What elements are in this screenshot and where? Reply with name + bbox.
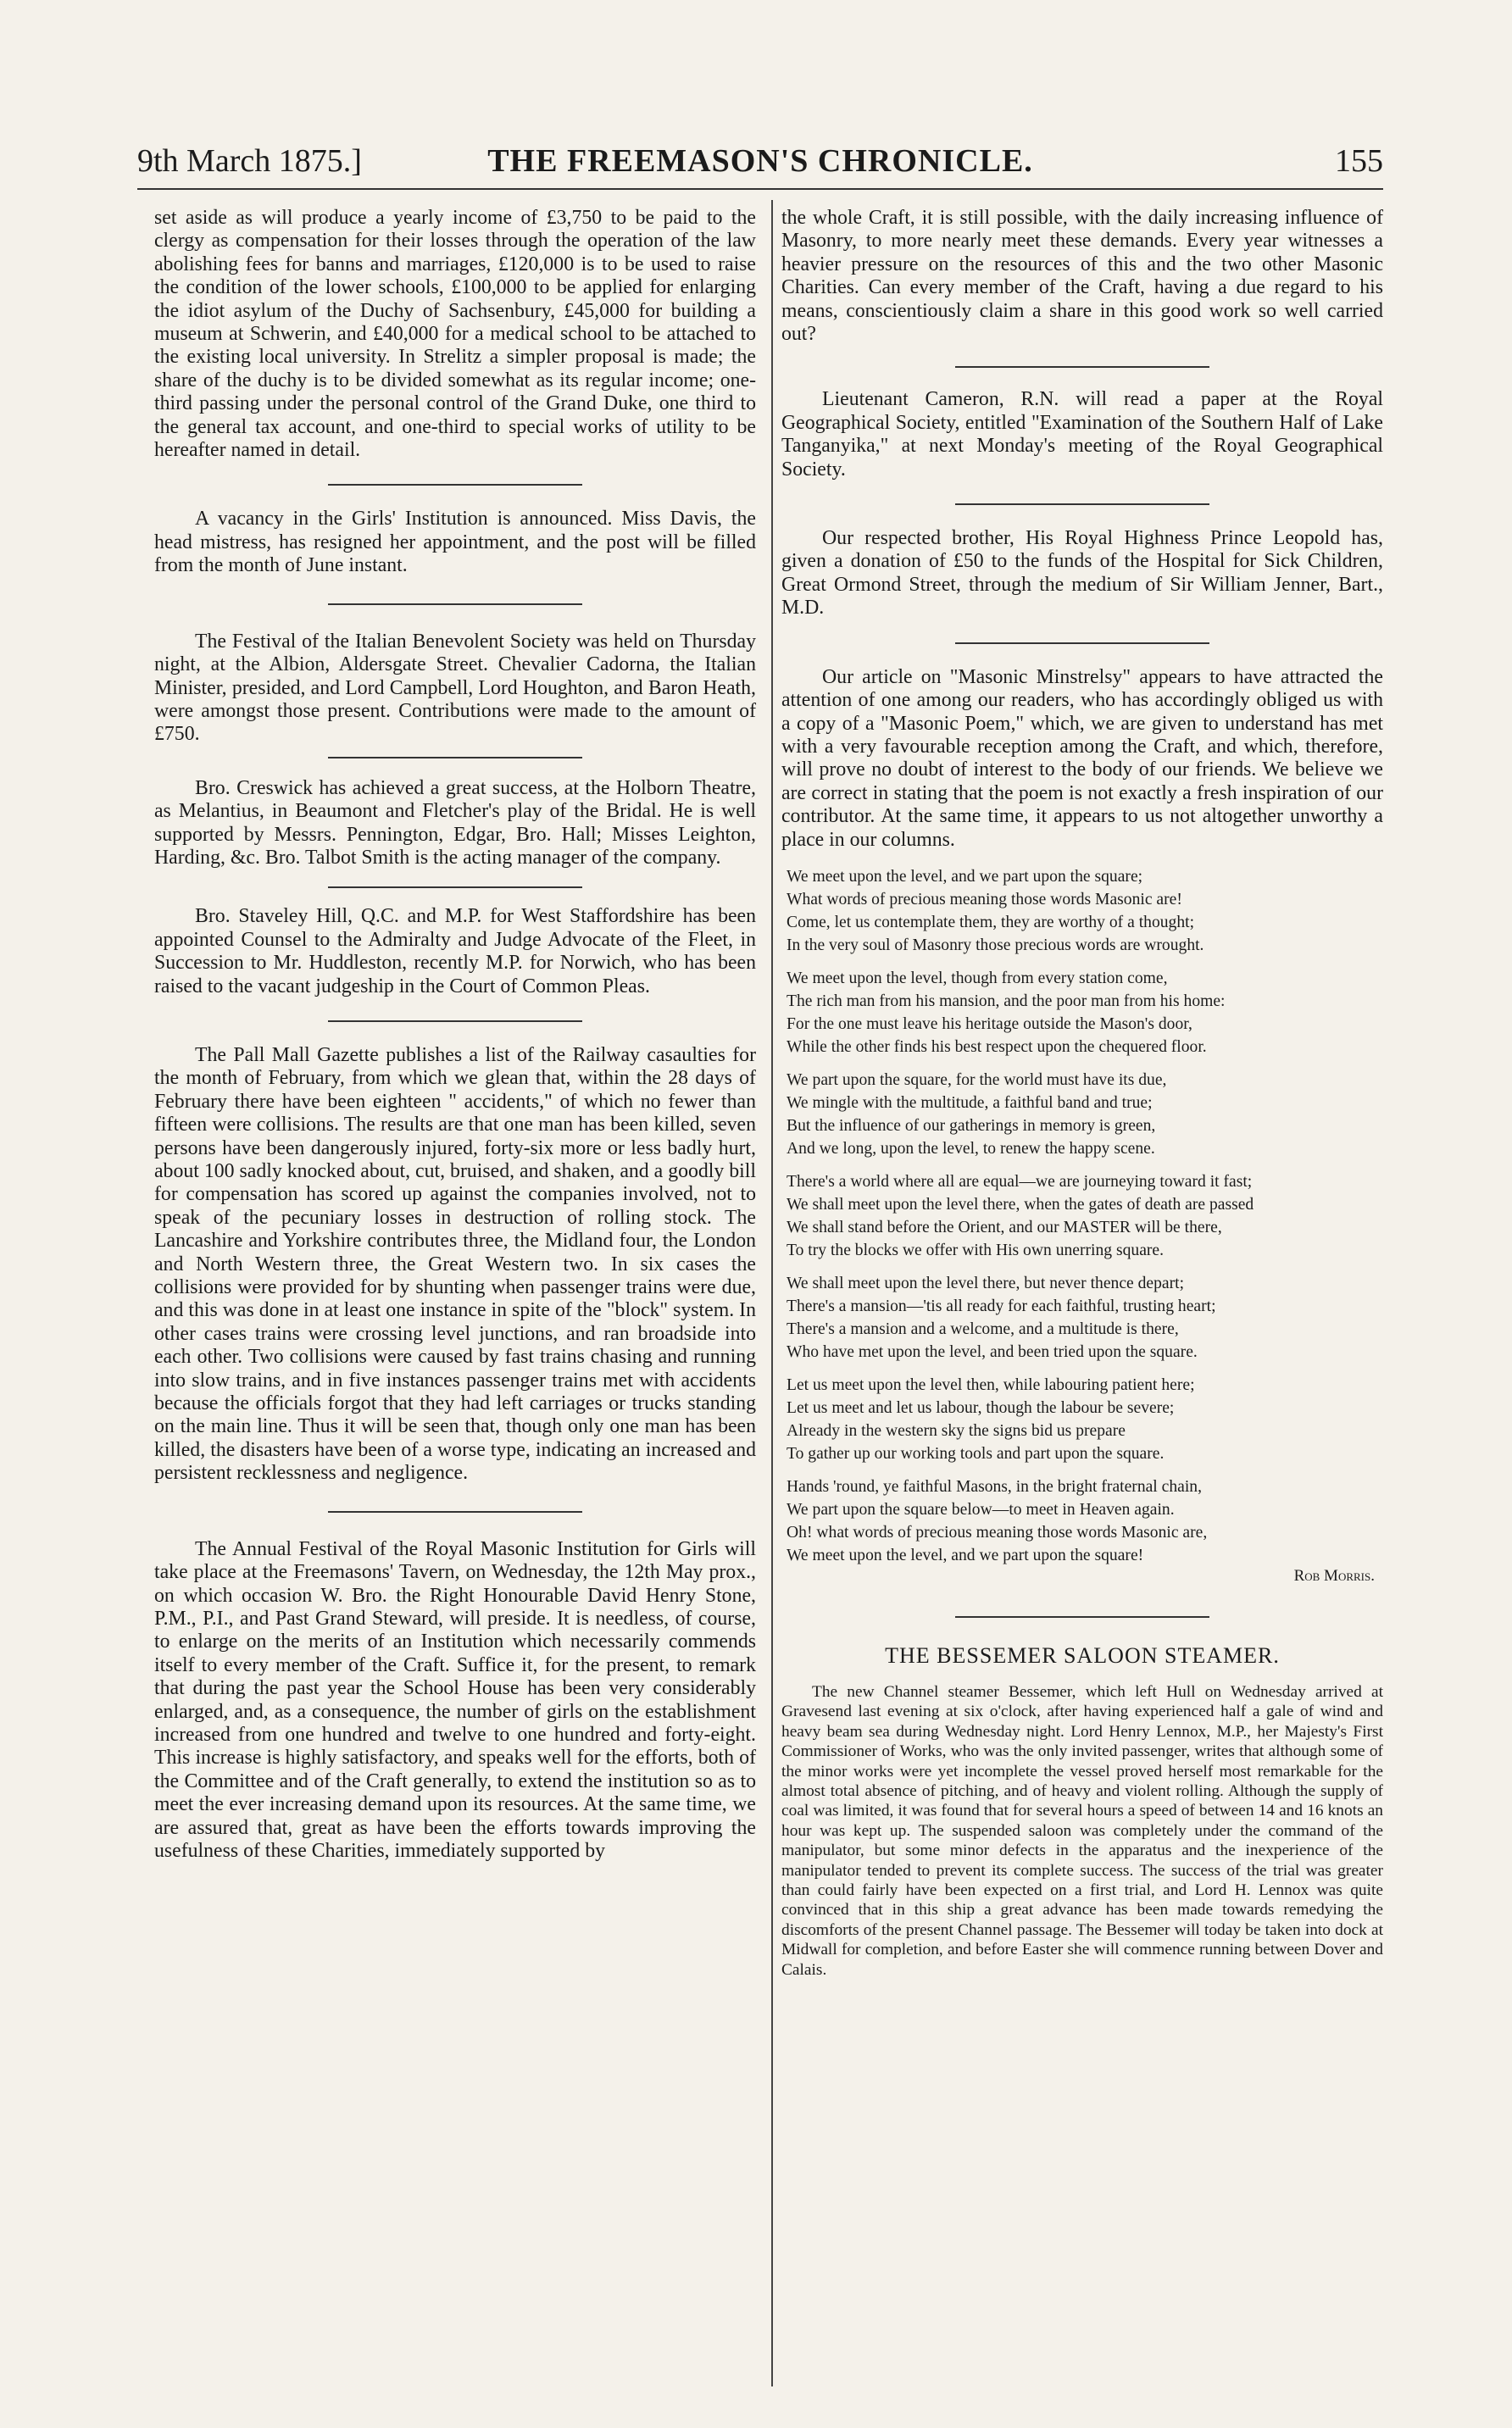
poem-line: Hands 'round, ye faithful Masons, in the bright fraternal chain, bbox=[787, 1477, 1202, 1496]
poem-line: We meet upon the level, though from every station come, bbox=[787, 969, 1168, 987]
poem-stanza bbox=[787, 1170, 1383, 1262]
article-paragraph: Our article on "Masonic Minstrelsy" appears to have attracted the attention of one among our readers, who has accordingly obliged us with a copy of a "Masonic Poem," which, we are given to understand has met with a very favourable reception among the Craft, and which, therefore, will prove no doubt of interest to the body of our friends. We believe we are correct in stating that the poem is not exactly a fresh inspiration of our contributor. At the same time, it appears to us not altogether unworthy a place in our columns. bbox=[781, 665, 1383, 851]
article-paragraph: the whole Craft, it is still possible, with the daily increasing influence of Masonry, to more nearly meet these demands. Every year witnesses a heavier pressure on the resources of this and the two other Masonic Charities. Can every member of the Craft, having a due regard to his means, conscientiously claim a share in this good work so well carried out? bbox=[781, 207, 1383, 346]
page-number: 155 bbox=[1335, 143, 1383, 179]
poem-line: We shall meet upon the level there, but never thence depart; bbox=[787, 1274, 1185, 1292]
poem-line: Already in the western sky the signs bid us prepare bbox=[787, 1421, 1126, 1440]
poem-stanza bbox=[787, 1272, 1383, 1364]
publication-title: THE FREEMASON'S CHRONICLE. bbox=[487, 143, 1033, 179]
masonic-poem bbox=[781, 865, 1383, 1567]
poem-line: We meet upon the level, and we part upon the square; bbox=[787, 867, 1143, 886]
right-column bbox=[781, 207, 1383, 1980]
article-paragraph: The Annual Festival of the Royal Masonic Institution for Girls will take place at the Freemasons' Tavern, on Wednesday, the 12th May prox., on which occasion W. Bro. the Right Honourable David Henry Stone, P.M., P.I., and Past Grand Steward, will preside. It is needless, of course, to enlarge on the merits of an Institution which necessarily commends itself to every member of the Craft. Suffice it, for the present, to remark that during the past year the School House has been very considerably enlarged, and, as a consequence, the number of girls on the establishment increased from one hundred and twelve to one hundred and forty-eight. This increase is highly satisfactory, and speaks well for the efforts, both of the Committee and of the Craft generally, to extend the institution so as to meet the ever increasing demand upon its resources. At the same time, we are assured that, great as have been the efforts towards improving the usefulness of these Charities, immediately supported by bbox=[154, 1537, 756, 1862]
poem-line: Come, let us contemplate them, they are worthy of a thought; bbox=[787, 913, 1195, 931]
poem-stanza bbox=[787, 967, 1383, 1058]
article-paragraph: The Pall Mall Gazette publishes a list of the Railway casaulties for the month of February, from which we glean that, within the 28 days of February there have been eighteen " accidents," of which no fewer than fifteen were collisions. The results are that one man has been killed, seven persons have been dangerously injured, forty-six more or less badly hurt, about 100 sadly knocked about, cut, bruised, and shaken, and a goodly bill for compensation has scored up against the companies involved, not to speak of the pecuniary losses in destruction of rolling stock. The Lancashire and Yorkshire contributes three, the Midland four, the London and North Western three, the Great Western two. In six cases the collisions were provided for by shunting when passenger trains were due, and this was done in at least one instance in spite of the "block" system. In other cases trains were crossing level junctions, and ran broadside into each other. Two collisions were caused by fast trains chasing and running into slow trains, and in five instances passenger trains met with accidents because the officials forgot that they had left carriages or trucks standing on the main line. Thus it will be seen that, though only one man has been killed, the disasters have been of a worse type, indicating an increased and persistent recklessness and negligence. bbox=[154, 1043, 756, 1485]
poem-line: And we long, upon the level, to renew the happy scene. bbox=[787, 1139, 1155, 1158]
poem-stanza bbox=[787, 865, 1383, 957]
poem-line: We shall meet upon the level there, when the gates of death are passed bbox=[787, 1195, 1254, 1214]
article-paragraph: Bro. Creswick has achieved a great success, at the Holborn Theatre, as Melantius, in Beaumont and Fletcher's play of the Bridal. He is well supported by Messrs. Pennington, Edgar, Bro. Hall; Misses Leighton, Harding, &c. Bro. Talbot Smith is the acting manager of the company. bbox=[154, 776, 756, 869]
poem-line: We meet upon the level, and we part upon the square! bbox=[787, 1546, 1144, 1564]
poem-line: In the very soul of Masonry those precious words are wrought. bbox=[787, 936, 1204, 954]
article-paragraph: Our respected brother, His Royal Highness Prince Leopold has, given a donation of £50 to the funds of the Hospital for Sick Children, Great Ormond Street, through the medium of Sir William Jenner, Bart., M.D. bbox=[781, 527, 1383, 620]
poem-line: The rich man from his mansion, and the poor man from his home: bbox=[787, 992, 1226, 1010]
column-divider bbox=[771, 200, 773, 2386]
issue-date: 9th March 1875.] bbox=[137, 143, 362, 179]
poem-line: We shall stand before the Orient, and our MASTER will be there, bbox=[787, 1218, 1222, 1236]
poem-line: To try the blocks we offer with His own unerring square. bbox=[787, 1241, 1165, 1259]
article-paragraph: Bro. Staveley Hill, Q.C. and M.P. for West Staffordshire has been appointed Counsel to the Admiralty and Judge Advocate of the Fleet, in Succession to Mr. Huddleston, recently M.P. for Norwich, who has been raised to the vacant judgeship in the Court of Common Pleas. bbox=[154, 905, 756, 997]
poem-line: We part upon the square below—to meet in Heaven again. bbox=[787, 1500, 1175, 1519]
poem-line: But the influence of our gatherings in memory is green, bbox=[787, 1116, 1156, 1135]
poem-line: To gather up our working tools and part upon the square. bbox=[787, 1444, 1165, 1463]
poem-line: There's a world where all are equal—we are journeying toward it fast; bbox=[787, 1172, 1253, 1191]
poem-stanza bbox=[787, 1475, 1383, 1567]
article-paragraph: A vacancy in the Girls' Institution is announced. Miss Davis, the head mistress, has resigned her appointment, and the post will be filled from the month of June instant. bbox=[154, 508, 756, 577]
poem-line: There's a mansion—'tis all ready for each faithful, trusting heart; bbox=[787, 1297, 1216, 1315]
article-paragraph: The Festival of the Italian Benevolent Society was held on Thursday night, at the Albion, Aldersgate Street. Chevalier Cadorna, the Italian Minister, presided, and Lord Campbell, Lord Houghton, and Baron Heath, were amongst those present. Contributions were made to the amount of £750. bbox=[154, 630, 756, 746]
poem-line: Who have met upon the level, and been tried upon the square. bbox=[787, 1342, 1198, 1361]
poem-line: Oh! what words of precious meaning those words Masonic are, bbox=[787, 1523, 1208, 1542]
poem-stanza bbox=[787, 1374, 1383, 1465]
article-paragraph: Lieutenant Cameron, R.N. will read a paper at the Royal Geographical Society, entitled "Examination of the Southern Half of Lake Tanganyika," at next Monday's meeting of the Royal Geographical Society. bbox=[781, 388, 1383, 481]
poem-line: Let us meet and let us labour, though the labour be severe; bbox=[787, 1398, 1175, 1417]
article-body: The new Channel steamer Bessemer, which left Hull on Wednesday arrived at Gravesend last evening at six o'clock, after having experienced half a gale of wind and heavy beam sea during Wednesday night. Lord Henry Lennox, M.P., her Majesty's First Commissioner of Works, who was the only invited passenger, writes that although some of the minor works were yet incomplete the vessel proved herself most remarkable for the almost total absence of pitching, and of heavy and violent rolling. Although the supply of coal was limited, it was found that for several hours a speed of between 14 and 16 knots an hour was kept up. The suspended saloon was completely under the command of the manipulator, but some minor defects in the apparatus and the inexperience of the manipulator tended to prevent its complete success. The success of the trial was greater than could fairly have been expected on a first trial, and Lord H. Lennox was quite convinced that in this ship a great advance has been made towards remedying the discomforts of the present Channel passage. The Bessemer will today be taken into dock at Midwall for completion, and before Easter she will commence running between Dover and Calais. bbox=[781, 1682, 1383, 1979]
page-header bbox=[137, 139, 1383, 183]
left-column bbox=[154, 207, 756, 1863]
poem-stanza bbox=[787, 1069, 1383, 1160]
poem-line: There's a mansion and a welcome, and a multitude is there, bbox=[787, 1320, 1179, 1338]
poem-line: While the other finds his best respect upon the chequered floor. bbox=[787, 1037, 1207, 1056]
poem-line: What words of precious meaning those words Masonic are! bbox=[787, 890, 1182, 908]
article-heading: THE BESSEMER SALOON STEAMER. bbox=[885, 1642, 1280, 1668]
header-rule bbox=[137, 188, 1383, 190]
poem-line: For the one must leave his heritage outside the Mason's door, bbox=[787, 1014, 1192, 1033]
poem-line: We mingle with the multitude, a faithful band and true; bbox=[787, 1093, 1153, 1112]
article-paragraph: set aside as will produce a yearly income of £3,750 to be paid to the clergy as compensation for their losses through the operation of the law abolishing fees for banns and marriages, £120,000 is to be used to raise the condition of the lower schools, £100,000 to be applied for enlarging the idiot asylum of the Duchy of Sachsenbury, £45,000 for building a museum at Schwerin, and £40,000 for a medical school to be attached to the existing local university. In Strelitz a simpler proposal is made; the share of the duchy is to be divided somewhat as its regular income; one-third passing under the personal control of the Grand Duke, one third to the general tax account, and one-third to special works of utility to be hereafter named in detail. bbox=[154, 207, 756, 462]
poem-line: We part upon the square, for the world must have its due, bbox=[787, 1070, 1167, 1089]
poem-line: Let us meet upon the level then, while labouring patient here; bbox=[787, 1375, 1195, 1394]
poem-signature: Rob Morris. bbox=[1293, 1566, 1375, 1585]
